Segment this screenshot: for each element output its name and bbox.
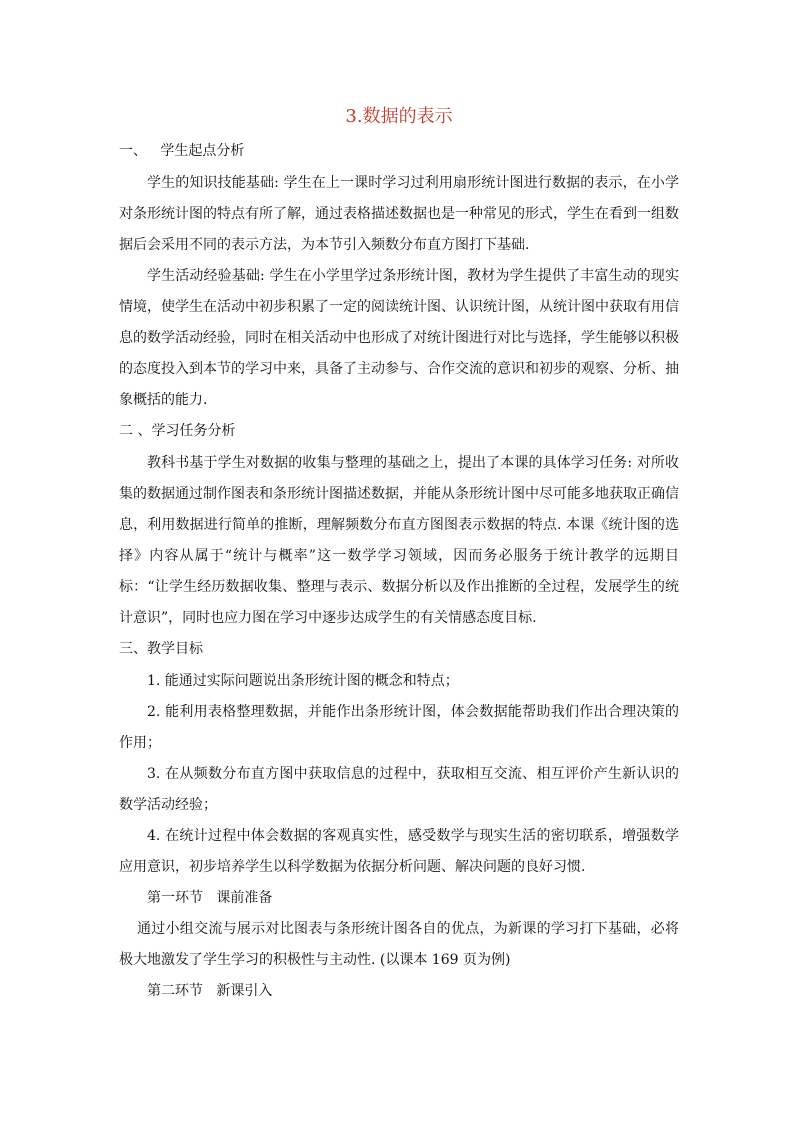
step-heading-introduction: 第二环节 新课引入 [147, 983, 273, 999]
section-heading-teaching-goals: 三、教学目标 [119, 641, 203, 657]
step-heading-preparation: 第一环节 课前准备 [147, 890, 273, 906]
goal-item-4: 4. 在统计过程中体会数据的客观真实性，感受数学与现实生活的密切联系，增强数学应用意识，初步培养学生以科学数据为依据分析问题、解决问题的良好习惯. [119, 828, 679, 875]
goal-item-3: 3. 在从频数分布直方图中获取信息的过程中，获取相互交流、相互评价产生新认识的数学活动经验； [119, 766, 679, 813]
section-heading-student-analysis: 一、 学生起点分析 [119, 143, 245, 159]
paragraph-knowledge-basis: 学生的知识技能基础: 学生在上一课时学习过利用扇形统计图进行数据的表示，在小学对条形统计图的特点有所了解，通过表格描述数据也是一种常见的形式，学生在看到一组数据后会采用不同的表示方法，为本节引入频数分布直方图打下基础. [119, 175, 679, 253]
page-title: 3.数据的表示 [345, 106, 453, 127]
section-heading-task-analysis: 二 、学习任务分析 [119, 423, 236, 439]
paragraph-task-analysis: 教科书基于学生对数据的收集与整理的基础之上，提出了本课的具体学习任务: 对所收集的数据通过制作图表和条形统计图描述数据，并能从条形统计图中尽可能多地获取正确信息，利用数据进行简单的推断，理解频数分布直方图图表示数据的特点. 本课《统计图的选择》内容从属于“统计与概率”这一数学学习领域，因而务必服务于统计教学的远期目标：“让学生经历数据收集、整理与表示、数据分析以及作出推断的全过程，发展学生的统计意识”，同时也应力图在学习中逐步达成学生的有关情感态度目标. [119, 455, 679, 626]
document-content [119, 104, 679, 1007]
goal-item-1: 1. 能通过实际问题说出条形统计图的概念和特点； [147, 673, 459, 689]
paragraph-activity-basis: 学生活动经验基础: 学生在小学里学过条形统计图，教材为学生提供了丰富生动的现实情境，使学生在活动中初步积累了一定的阅读统计图、认识统计图，从统计图中获取有用信息的数学活动经验，同时在相关活动中也形成了对统计图进行对比与选择，学生能够以积极的态度投入到本节的学习中来，具备了主动参与、合作交流的意识和初步的观察、分析、抽象概括的能力. [119, 268, 679, 408]
goal-item-2: 2. 能利用表格整理数据，并能作出条形统计图，体会数据能帮助我们作出合理决策的作用； [119, 704, 679, 751]
paragraph-preparation: 通过小组交流与展示对比图表与条形统计图各自的优点，为新课的学习打下基础，必将极大地激发了学生学习的积极性与主动性. (以课本 169 页为例) [119, 921, 679, 968]
